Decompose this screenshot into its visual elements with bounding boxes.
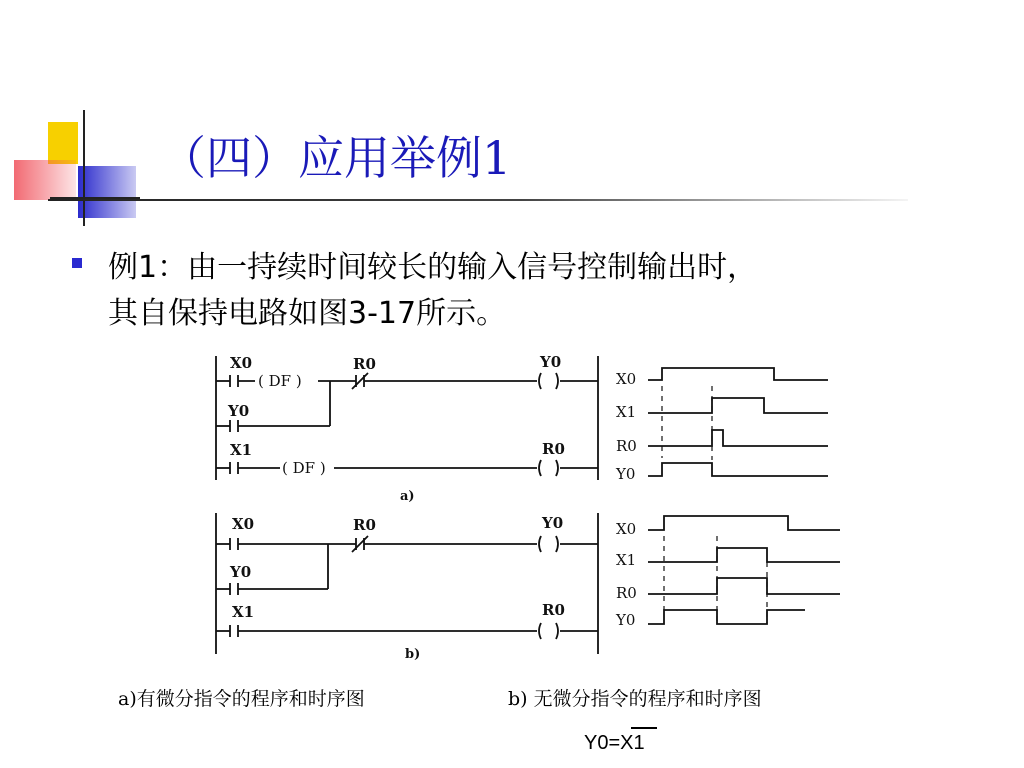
ladder-timing-figure <box>200 348 850 673</box>
timing-y0-a: Y0 <box>616 465 636 483</box>
timing-x0-a: X0 <box>616 370 637 388</box>
timing-r0-a: R0 <box>616 437 637 455</box>
timing-x1-b: X1 <box>616 551 637 569</box>
deco-red-square <box>14 160 76 200</box>
ladder-diagram-a <box>216 353 598 480</box>
timing-diagram-b <box>615 516 840 629</box>
formula <box>584 732 645 755</box>
caption-a: a)有微分指令的程序和时序图 <box>118 688 365 710</box>
formula-left: Y0= <box>584 732 621 754</box>
ladder-diagram-b <box>216 513 598 654</box>
caption-letter-b: b) <box>405 647 421 662</box>
contact-x1-b: X1 <box>232 603 255 621</box>
bullet-square-icon <box>72 258 82 268</box>
deco-blue-square <box>78 166 136 218</box>
df-label-a2: ( DF ) <box>282 459 326 477</box>
title-underline <box>48 199 908 201</box>
timing-r0-b: R0 <box>616 584 637 602</box>
contact-r0-b: R0 <box>353 516 376 534</box>
caption-b: b) 无微分指令的程序和时序图 <box>508 688 762 710</box>
coil-r0-a: R0 <box>542 440 565 458</box>
caption-letter-a: a) <box>400 489 415 504</box>
contact-y0-a: Y0 <box>228 402 250 420</box>
formula-overbar <box>631 727 657 729</box>
timing-x1-a: X1 <box>616 403 637 421</box>
coil-y0-a: Y0 <box>540 353 562 371</box>
coil-y0-b: Y0 <box>542 514 564 532</box>
contact-x1-a: X1 <box>230 441 253 459</box>
timing-y0-b: Y0 <box>616 611 636 629</box>
contact-y0-b: Y0 <box>230 563 252 581</box>
df-label-a1: ( DF ) <box>258 372 302 390</box>
coil-r0-b: R0 <box>542 601 565 619</box>
body-text-line1: 例1：由一持续时间较长的输入信号控制输出时， <box>108 250 758 285</box>
slide-title: （四）应用举例1 <box>160 131 512 185</box>
formula-right: X1 <box>620 732 645 754</box>
contact-r0-a: R0 <box>353 355 376 373</box>
corner-decoration <box>0 100 150 230</box>
contact-x0-a: X0 <box>230 354 253 372</box>
contact-x0-b: X0 <box>232 515 255 533</box>
timing-x0-b: X0 <box>616 520 637 538</box>
deco-yellow-square <box>48 122 78 164</box>
timing-diagram-a <box>615 368 828 483</box>
body-text-line2: 其自保持电路如图3-17所示。 <box>108 296 507 331</box>
